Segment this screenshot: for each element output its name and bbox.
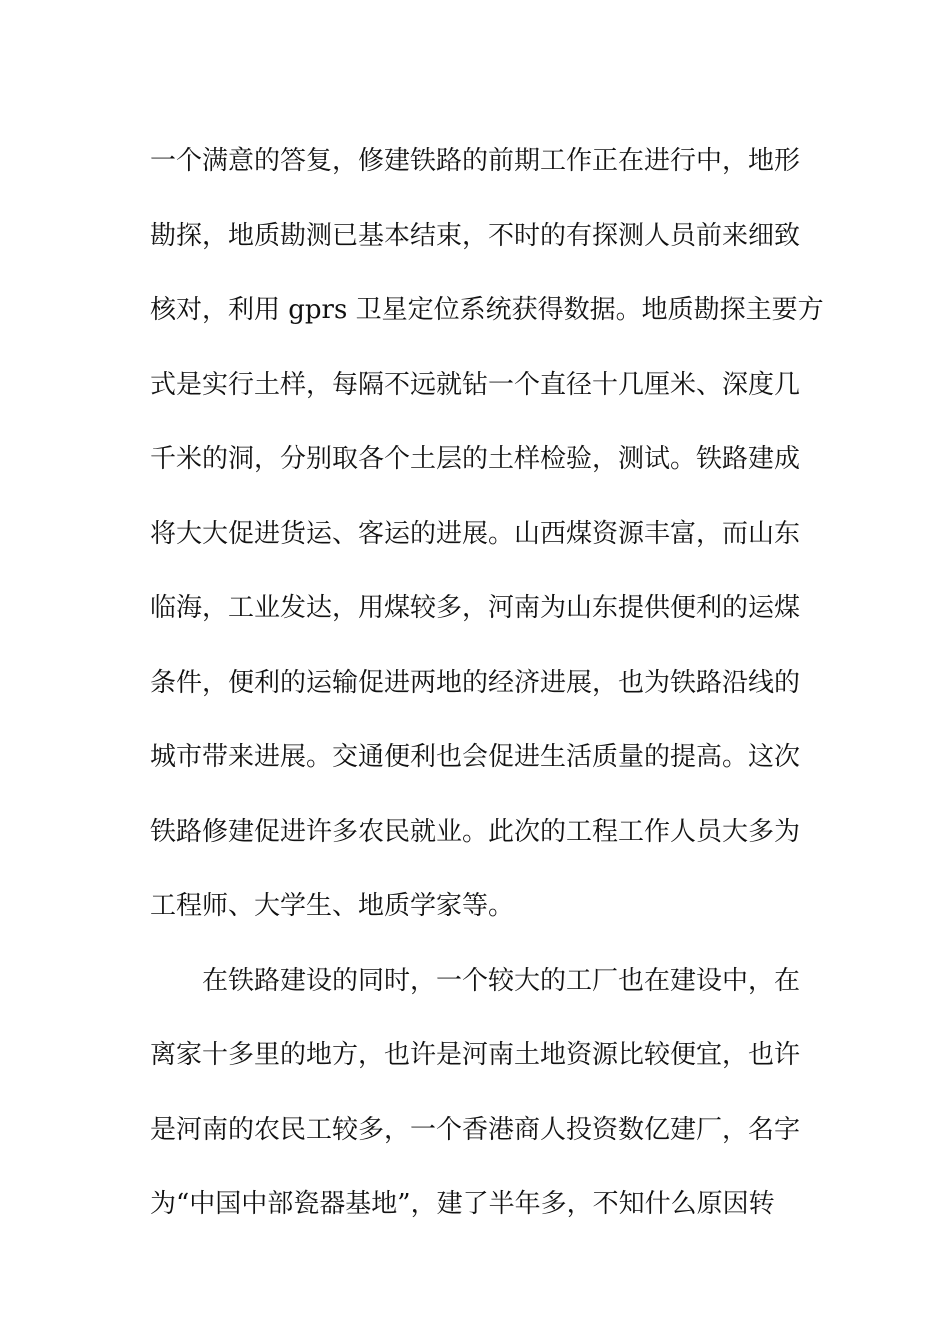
- text-line: 一个满意的答复，修建铁路的前期工作正在进行中，地形: [150, 146, 801, 176]
- text-line: 铁路修建促进许多农民就业。此次的工程工作人员大多为: [150, 816, 801, 847]
- text-line: 离家十多里的地方，也许是河南土地资源比较便宜，也许: [150, 1040, 801, 1070]
- text-line: 千米的洞，分别取各个土层的土样检验，测试。铁路建成: [150, 444, 801, 474]
- text-line: 核对，利用 gprs 卫星定位系统获得数据。地质勘探主要方: [150, 295, 824, 325]
- text-line: 条件，便利的运输促进两地的经济进展，也为铁路沿线的: [150, 667, 801, 698]
- body-text: [150, 124, 824, 1242]
- text-line: 城市带来进展。交通便利也会促进生活质量的提高。这次: [150, 742, 801, 772]
- text-line: 在铁路建设的同时，一个较大的工厂也在建设中，在: [202, 965, 801, 996]
- paragraph-1: [150, 124, 824, 944]
- text-line: 工程师、大学生、地质学家等。: [150, 891, 515, 921]
- paragraph-2: [150, 944, 810, 1242]
- text-line: 将大大促进货运、客运的进展。山西煤资源丰富，而山东: [150, 518, 801, 549]
- text-line: 为“中国中部瓷器基地”，建了半年多，不知什么原因转: [150, 1189, 775, 1219]
- text-line: 勘探，地质勘测已基本结束，不时的有探测人员前来细致: [150, 220, 801, 251]
- text-line: 式是实行土样，每隔不远就钻一个直径十几厘米、深度几: [150, 369, 801, 400]
- text-line: 临海，工业发达，用煤较多，河南为山东提供便利的运煤: [150, 593, 801, 623]
- text-line: 是河南的农民工较多，一个香港商人投资数亿建厂，名字: [150, 1114, 801, 1145]
